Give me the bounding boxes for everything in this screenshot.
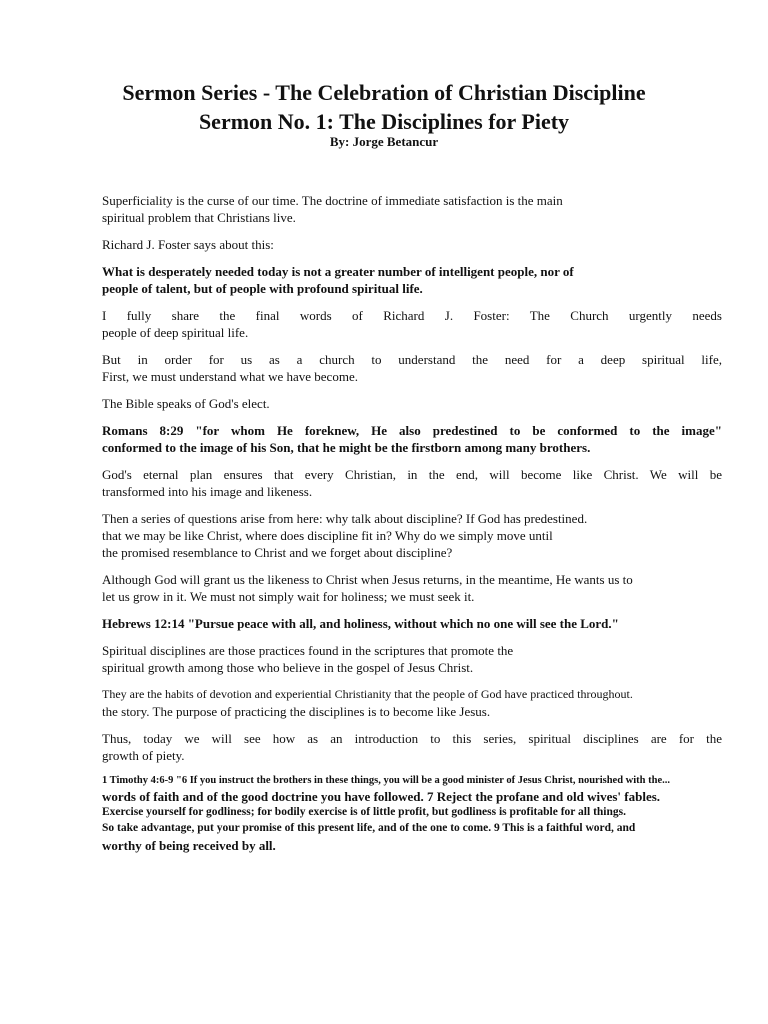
text-line: the promised resemblance to Christ and we forget about discipline? <box>102 545 453 560</box>
text-line: First, we must understand what we have become. <box>102 369 358 384</box>
paragraph-share-words <box>102 307 722 341</box>
text-line: 1 Timothy 4:6-9 "6 If you instruct the brothers in these things, you will be a good minister of Jesus Christ, nourished with the... <box>102 775 671 786</box>
text-line: Hebrews 12:14 "Pursue peace with all, and holiness, without which no one will see the Lord." <box>102 616 619 631</box>
text-line: Thus, today we will see how as an introduction to this series, spiritual disciplines are for the <box>102 731 722 746</box>
paragraph-understand <box>102 351 722 385</box>
document-body <box>102 192 722 854</box>
author-line: By: Jorge Betancur <box>329 134 439 149</box>
text-line: transformed into his image and likeness. <box>102 484 313 499</box>
text-line: people of deep spiritual life. <box>102 325 249 340</box>
paragraph-introduction <box>102 730 722 764</box>
verse-timothy <box>102 774 722 854</box>
text-line: people of talent, but of people with profound spiritual life. <box>102 281 423 296</box>
text-line: So take advantage, put your promise of this present life, and of the one to come. 9 This is a faithful word, and <box>102 822 636 834</box>
text-line: But in order for us as a church to understand the need for a deep spiritual life, <box>102 352 722 367</box>
text-line: The Bible speaks of God's elect. <box>102 396 270 411</box>
paragraph-superficiality <box>102 192 722 226</box>
paragraph-habits <box>102 686 722 720</box>
text-line: Although God will grant us the likeness to Christ when Jesus returns, in the meantime, He wants us to <box>102 572 633 587</box>
text-line: that we may be like Christ, where does discipline fit in? Why do we simply move until <box>102 528 553 543</box>
text-line: words of faith and of the good doctrine you have followed. 7 Reject the profane and old wives' fables. <box>102 789 661 804</box>
verse-romans <box>102 422 722 456</box>
paragraph-likeness <box>102 571 722 605</box>
paragraph-disciplines-definition <box>102 642 722 676</box>
text-line: Then a series of questions arise from here: why talk about discipline? If God has predestined. <box>102 511 588 526</box>
text-line: Richard J. Foster says about this: <box>102 237 274 252</box>
text-line: Superficiality is the curse of our time. The doctrine of immediate satisfaction is the main <box>102 193 563 208</box>
text-line: Exercise yourself for godliness; for bodily exercise is of little profit, but godliness is profitable for all things. <box>102 806 626 818</box>
text-line: God's eternal plan ensures that every Christian, in the end, will become like Christ. We will be <box>102 467 722 482</box>
text-line: the story. The purpose of practicing the disciplines is to become like Jesus. <box>102 704 491 719</box>
paragraph-eternal-plan <box>102 466 722 500</box>
text-line: growth of piety. <box>102 748 185 763</box>
document-header <box>0 80 768 149</box>
text-line: Romans 8:29 "for whom He foreknew, He also predestined to be conformed to the image" <box>102 423 722 438</box>
text-line: What is desperately needed today is not a greater number of intelligent people, nor of <box>102 264 574 279</box>
quote-foster <box>102 263 722 297</box>
verse-hebrews <box>102 615 722 632</box>
paragraph-questions <box>102 510 722 561</box>
text-line: conformed to the image of his Son, that he might be the firstborn among many brothers. <box>102 440 591 455</box>
text-line: Spiritual disciplines are those practices found in the scriptures that promote the <box>102 643 514 658</box>
text-line: spiritual problem that Christians live. <box>102 210 296 225</box>
text-line: spiritual growth among those who believe in the gospel of Jesus Christ. <box>102 660 474 675</box>
text-line: They are the habits of devotion and experiential Christianity that the people of God have practiced throughout. <box>102 687 633 701</box>
text-line: let us grow in it. We must not simply wait for holiness; we must seek it. <box>102 589 475 604</box>
series-title: Sermon Series - The Celebration of Christian Discipline <box>122 80 646 105</box>
text-line: worthy of being received by all. <box>102 838 276 853</box>
paragraph-foster-intro <box>102 236 722 253</box>
sermon-title: Sermon No. 1: The Disciplines for Piety <box>198 109 570 134</box>
paragraph-bible-elect <box>102 395 722 412</box>
text-line: I fully share the final words of Richard J. Foster: The Church urgently needs <box>102 308 722 323</box>
